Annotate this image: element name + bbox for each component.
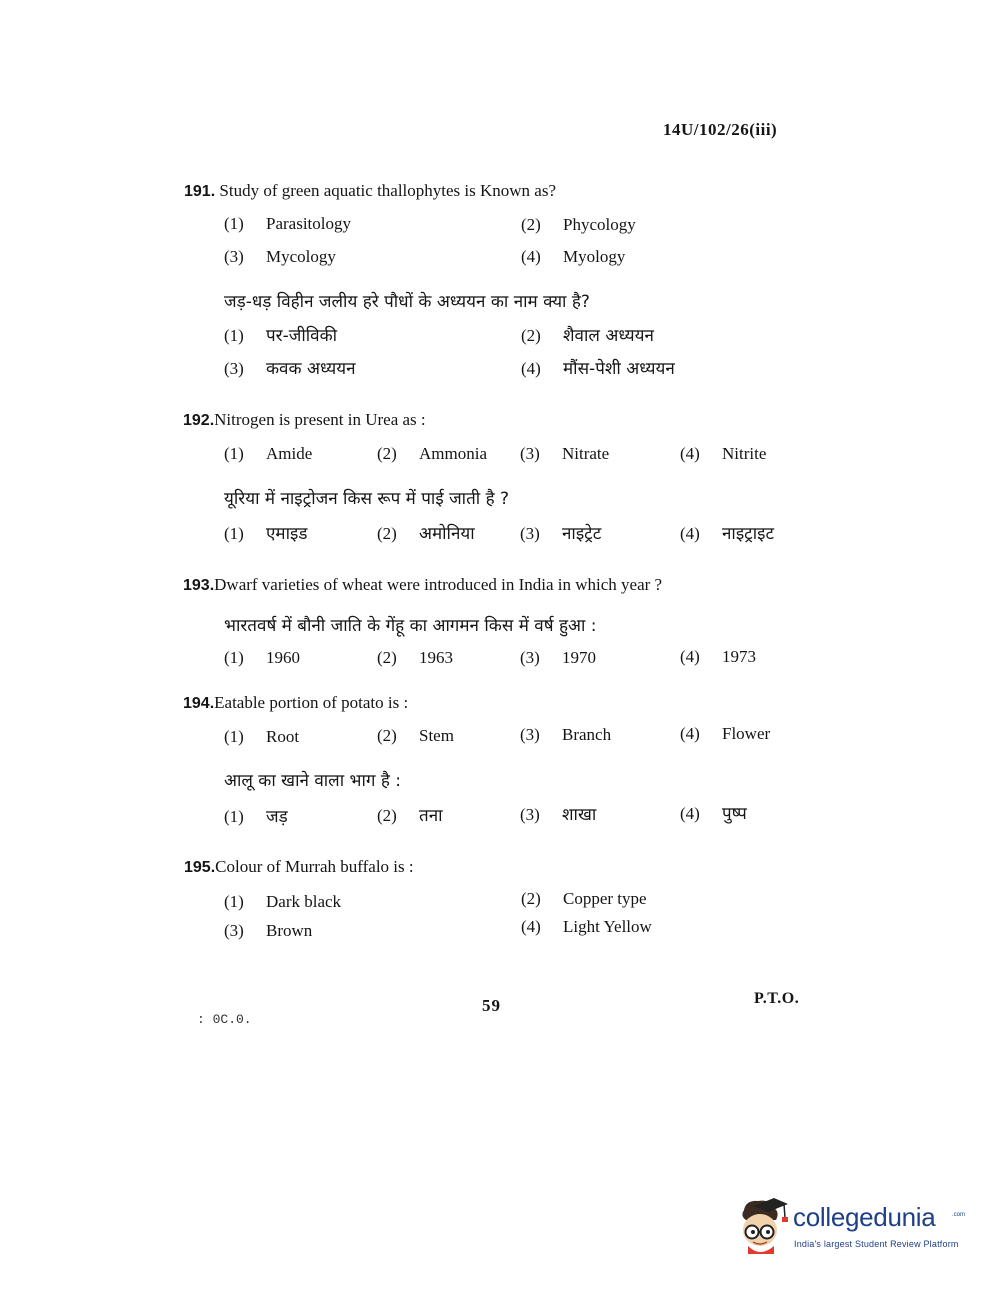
option: (1) 1960 [224, 648, 300, 667]
option: (3) Nitrate [520, 444, 610, 463]
question-193 [183, 575, 662, 595]
option: (1) Parasitology [224, 214, 351, 233]
option-hindi: (1) एमाइड [224, 524, 308, 544]
question-number: 191. [184, 183, 216, 200]
option: (1) Amide [224, 444, 313, 463]
option: (2) Ammonia [377, 444, 487, 463]
option: (4) Nitrite [680, 444, 767, 463]
option-hindi: (3) कवक अध्ययन [224, 359, 356, 379]
question-text: Colour of Murrah buffalo is : [215, 857, 414, 876]
option-hindi: (1) जड़ [224, 807, 288, 827]
question-hindi-text: आलू का खाने वाला भाग है : [224, 771, 401, 791]
question-hindi-text: भारतवर्ष में बौनी जाति के गेंहू का आगमन किस में वर्ष हुआ : [224, 616, 597, 636]
option: (3) Branch [520, 725, 612, 744]
question-194 [183, 693, 408, 713]
option: (2) Phycology [521, 215, 636, 234]
option: (3) 1970 [520, 648, 596, 667]
option-hindi: (4) नाइट्राइट [680, 524, 775, 544]
question-number: 193. [183, 577, 215, 594]
option: (2) Copper type [521, 889, 647, 908]
mascot-icon [736, 1196, 792, 1258]
paper-code: 14U/102/26(iii) [663, 120, 778, 139]
option-hindi: (3) नाइट्रेट [520, 524, 602, 544]
option: (2) 1963 [377, 648, 453, 667]
option: (4) Myology [521, 247, 626, 266]
option-hindi: (2) तना [377, 806, 443, 826]
question-hindi-text: जड़-धड़ विहीन जलीय हरे पौधों के अध्ययन का नाम क्या है? [224, 292, 590, 312]
question-text: Nitrogen is present in Urea as : [214, 410, 426, 429]
question-number: 195. [184, 859, 216, 876]
question-text: Eatable portion of potato is : [214, 693, 409, 712]
logo-tagline: India's largest Student Review Platform [794, 1239, 959, 1249]
option-hindi: (2) शैवाल अध्ययन [521, 326, 654, 346]
logo-suffix: .com [952, 1212, 966, 1218]
question-195 [184, 857, 414, 877]
option: (1) Root [224, 727, 300, 746]
option: (4) Flower [680, 724, 771, 743]
option-hindi: (2) अमोनिया [377, 524, 475, 544]
option: (3) Mycology [224, 247, 336, 266]
option: (4) 1973 [680, 647, 756, 666]
question-number: 194. [183, 695, 215, 712]
collegedunia-logo[interactable] [736, 1196, 966, 1258]
option-hindi: (4) पुष्प [680, 804, 747, 824]
logo-name: collegedunia [793, 1202, 936, 1232]
option: (3) Brown [224, 921, 313, 940]
scan-smudge-text: : 0C.0. [197, 1012, 252, 1027]
option-hindi: (1) पर-जीविकी [224, 326, 338, 346]
page-number: 59 [482, 996, 501, 1015]
question-hindi-text: यूरिया में नाइट्रोजन किस रूप में पाई जाती है ? [224, 489, 510, 509]
option: (1) Dark black [224, 892, 342, 911]
option: (2) Stem [377, 726, 454, 745]
option-hindi: (3) शाखा [520, 805, 597, 825]
option: (4) Light Yellow [521, 917, 652, 936]
pto-label: P.T.O. [754, 990, 800, 1007]
question-text: Study of green aquatic thallophytes is Known as? [219, 181, 557, 200]
question-191 [184, 181, 556, 201]
question-number: 192. [183, 412, 215, 429]
question-192 [183, 410, 426, 430]
option-hindi: (4) मौंस-पेशी अध्ययन [521, 359, 675, 379]
question-text: Dwarf varieties of wheat were introduced in India in which year ? [214, 575, 663, 594]
